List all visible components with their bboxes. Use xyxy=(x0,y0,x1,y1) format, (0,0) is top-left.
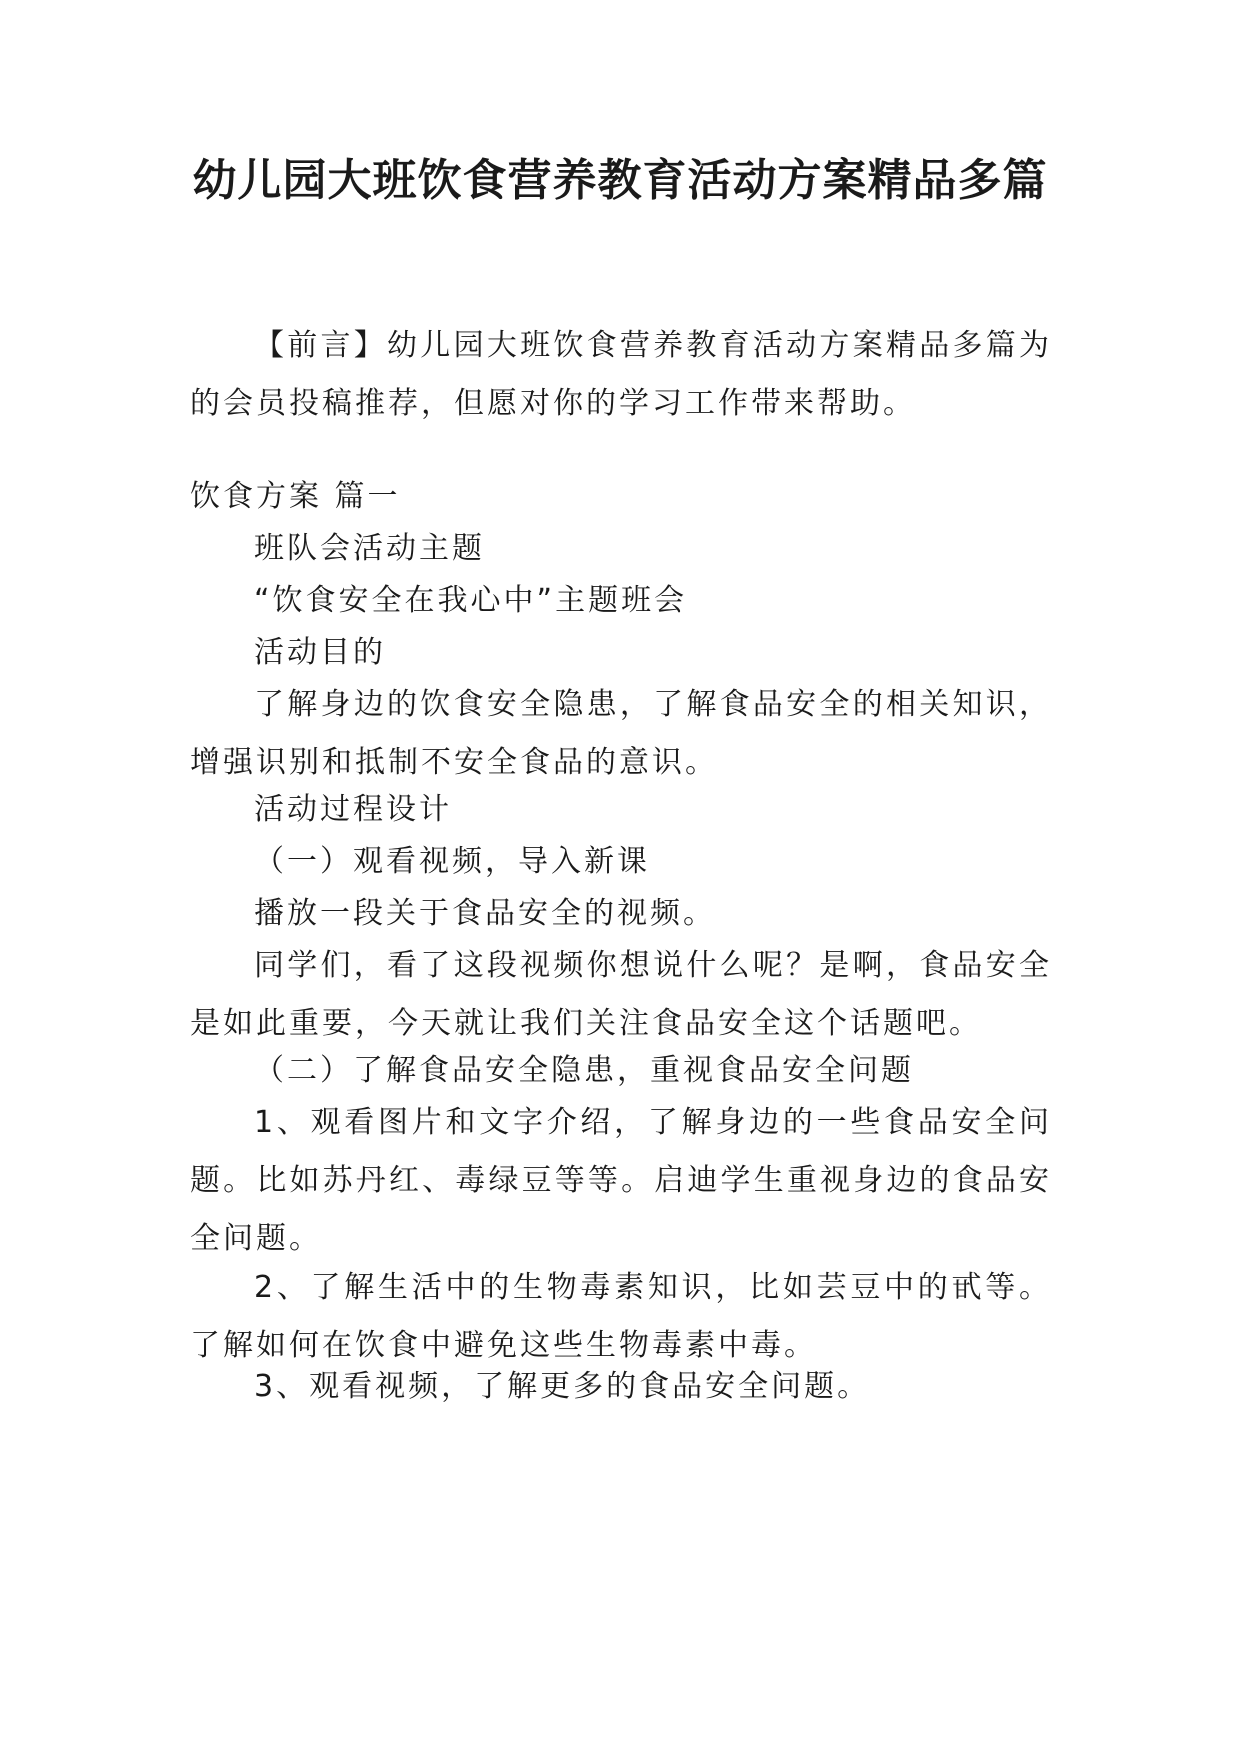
step1-text: 播放一段关于食品安全的视频。 xyxy=(254,896,716,931)
goal-label: 活动目的 xyxy=(254,635,386,670)
step1-talk-paragraph: 同学们，看了这段视频你想说什么呢？是啊，食品安全是如此重要，今天就让我们关注食品安全这个话题吧。 xyxy=(190,948,1052,1041)
theme-text: “饮食安全在我心中”主题班会 xyxy=(254,583,688,618)
item3-text: 3、观看视频，了解更多的食品安全问题。 xyxy=(254,1369,871,1404)
preface-paragraph: 【前言】幼儿园大班饮食营养教育活动方案精品多篇为的会员投稿推荐，但愿对你的学习工作带来帮助。 xyxy=(190,328,1052,421)
section-heading: 饮食方案 篇一 xyxy=(190,479,401,514)
process-label: 活动过程设计 xyxy=(254,792,452,827)
goal-paragraph: 了解身边的饮食安全隐患，了解食品安全的相关知识，增强识别和抵制不安全食品的意识。 xyxy=(190,687,1052,780)
document-title: 幼儿园大班饮食营养教育活动方案精品多篇 xyxy=(192,155,1048,206)
theme-label: 班队会活动主题 xyxy=(254,531,485,566)
item2-paragraph: 2、了解生活中的生物毒素知识，比如芸豆中的甙等。了解如何在饮食中避免这些生物毒素中毒。 xyxy=(190,1270,1052,1363)
step2-title: （二）了解食品安全隐患，重视食品安全问题 xyxy=(254,1053,914,1088)
item1-paragraph: 1、观看图片和文字介绍，了解身边的一些食品安全问题。比如苏丹红、毒绿豆等等。启迪学生重视身边的食品安全问题。 xyxy=(190,1105,1052,1256)
step1-title: （一）观看视频，导入新课 xyxy=(254,844,650,879)
